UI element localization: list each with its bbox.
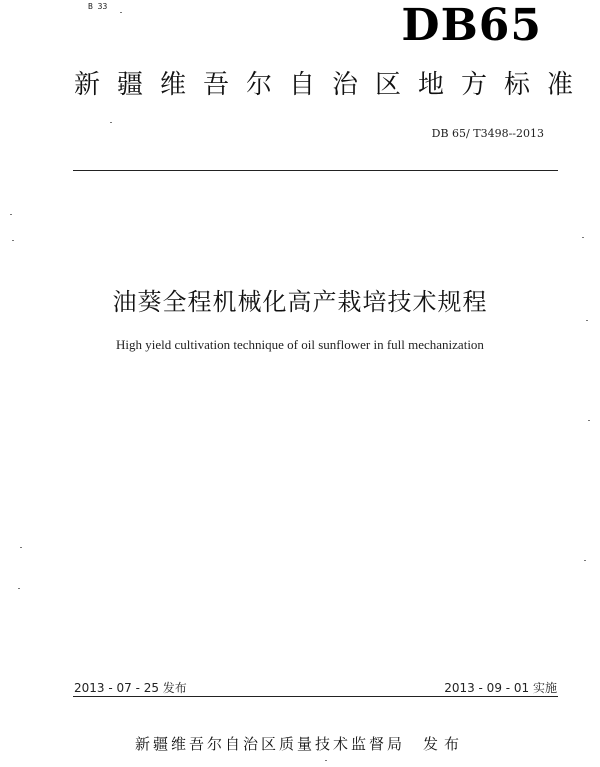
scan-speck — [120, 12, 122, 13]
scan-speck — [110, 122, 112, 123]
scan-speck — [18, 588, 20, 589]
standard-number: DB 65/ T3498--2013 — [431, 127, 544, 140]
scan-speck — [10, 214, 12, 215]
issuer-name: 新疆维吾尔自治区质量技术监督局 — [134, 735, 405, 753]
top-divider — [73, 170, 558, 171]
scan-speck — [584, 560, 586, 561]
document-title-english: High yield cultivation technique of oil sunflower in full mechanization — [116, 337, 484, 352]
scan-speck — [325, 760, 327, 761]
bottom-divider — [73, 696, 558, 697]
scan-speck — [582, 237, 584, 238]
scan-speck — [20, 547, 22, 548]
scan-speck — [586, 320, 588, 321]
standard-category-heading: 新疆维吾尔自治区地方标准 — [74, 70, 591, 100]
document-title-chinese: 油葵全程机械化高产栽培技术规程 — [112, 288, 488, 316]
db-standard-mark: DB65 — [401, 0, 542, 51]
scan-speck — [12, 240, 14, 241]
issue-date: 2013 - 07 - 25 发布 — [74, 681, 187, 695]
implementation-date: 2013 - 09 - 01 实施 — [444, 681, 557, 695]
scan-speck — [588, 420, 590, 421]
issuing-authority — [0, 733, 600, 754]
issuer-suffix: 发布 — [423, 735, 466, 753]
ics-code: B 33 — [88, 2, 108, 11]
